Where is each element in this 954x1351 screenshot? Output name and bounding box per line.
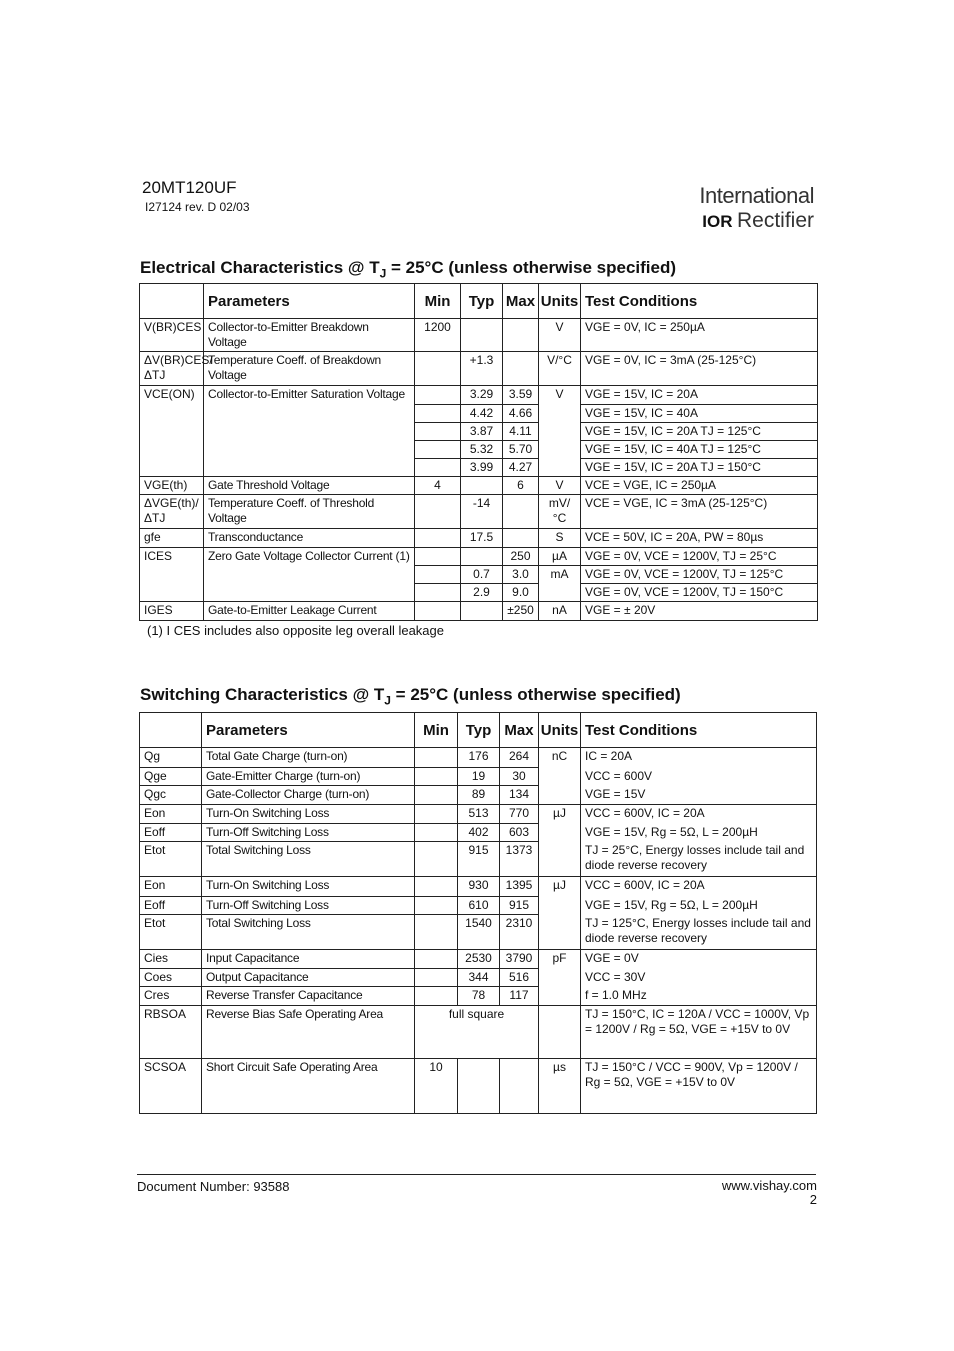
- typ-cell: [458, 1059, 500, 1114]
- parameter-cell: Short Circuit Safe Operating Area: [202, 1059, 415, 1114]
- table-row: [140, 1059, 817, 1114]
- max-cell: [503, 352, 539, 386]
- min-cell: 1200: [415, 319, 461, 352]
- typ-cell: -14: [461, 495, 503, 529]
- min-cell: [415, 748, 458, 768]
- min-cell: [415, 548, 461, 566]
- max-cell: [503, 319, 539, 352]
- col-test-conditions: Test Conditions: [581, 713, 817, 748]
- symbol-cell: [140, 441, 204, 459]
- units-cell: V: [539, 477, 581, 495]
- col-max: Max: [503, 284, 539, 319]
- typ-cell: 78: [458, 987, 500, 1006]
- table-row: [140, 602, 818, 621]
- symbol-cell: Coes: [140, 969, 202, 987]
- conditions-cell: VCE = VGE, IC = 250µA: [581, 477, 818, 495]
- parameter-cell: Total Switching Loss: [202, 842, 415, 877]
- units-cell: [539, 897, 581, 915]
- units-cell: V: [539, 386, 581, 405]
- table-row: [140, 584, 818, 602]
- col-min: Min: [415, 284, 461, 319]
- parameter-cell: Transconductance: [204, 529, 415, 548]
- units-cell: V/°C: [539, 352, 581, 386]
- symbol-cell: RBSOA: [140, 1006, 202, 1059]
- max-cell: 1395: [500, 877, 539, 897]
- conditions-cell: VGE = 15V, Rg = 5Ω, L = 200µH: [581, 824, 817, 842]
- conditions-cell: VCC = 600V, IC = 20A: [581, 805, 817, 824]
- footer-rule: [137, 1174, 816, 1175]
- max-cell: 4.66: [503, 405, 539, 423]
- max-cell: 30: [500, 768, 539, 786]
- electrical-section-title: Electrical Characteristics @ $T_J = 25^\circ C$ (unless otherwise specified): [140, 258, 677, 281]
- max-cell: 4.27: [503, 459, 539, 477]
- units-cell: [539, 969, 581, 987]
- units-cell: [539, 768, 581, 786]
- typ-cell: 513: [458, 805, 500, 824]
- units-cell: µJ: [539, 877, 581, 897]
- max-cell: 250: [503, 548, 539, 566]
- max-cell: 3.59: [503, 386, 539, 405]
- logo-line-2-wrap: [694, 208, 814, 236]
- parameter-cell: Turn-On Switching Loss: [202, 877, 415, 897]
- table-row: [140, 987, 817, 1006]
- international-rectifier-logo: [694, 184, 814, 238]
- symbol-cell: [140, 459, 204, 477]
- parameter-cell: Turn-On Switching Loss: [202, 805, 415, 824]
- symbol-cell: Eon: [140, 877, 202, 897]
- min-cell: [415, 352, 461, 386]
- table-row: [140, 950, 817, 969]
- logo-line-1: International: [699, 183, 814, 208]
- col-test-conditions: Test Conditions: [581, 284, 818, 319]
- min-cell: [415, 987, 458, 1006]
- typ-cell: +1.3: [461, 352, 503, 386]
- parameter-cell: [204, 459, 415, 477]
- conditions-cell: TJ = 150°C, IC = 120A / VCC = 1000V, Vp = 1200V / Rg = 5Ω, VGE = +15V to 0V: [581, 1006, 817, 1059]
- min-cell: [415, 602, 461, 621]
- revision-code: I27124 rev. D 02/03: [145, 200, 250, 214]
- switching-characteristics-table: [139, 712, 817, 1114]
- conditions-cell: VGE = 15V, IC = 20A TJ = 125°C: [581, 423, 818, 441]
- units-cell: [539, 824, 581, 842]
- units-cell: [539, 1006, 581, 1059]
- parameter-cell: Gate-Collector Charge (turn-on): [202, 786, 415, 805]
- typ-cell: 4.42: [461, 405, 503, 423]
- parameter-cell: Total Switching Loss: [202, 915, 415, 950]
- part-number: 20MT120UF: [142, 178, 237, 197]
- col-symbol: [140, 284, 204, 319]
- parameter-cell: Total Gate Charge (turn-on): [202, 748, 415, 768]
- col-min: Min: [415, 713, 458, 748]
- symbol-cell: [140, 566, 204, 584]
- typ-cell: 3.87: [461, 423, 503, 441]
- symbol-cell: [140, 405, 204, 423]
- table-row: [140, 969, 817, 987]
- conditions-cell: VGE = 0V: [581, 950, 817, 969]
- conditions-cell: VGE = 15V, IC = 40A: [581, 405, 818, 423]
- conditions-cell: VGE = 15V, IC = 40A TJ = 125°C: [581, 441, 818, 459]
- col-typ: Typ: [461, 284, 503, 319]
- conditions-cell: VGE = 15V, Rg = 5Ω, L = 200µH: [581, 897, 817, 915]
- typ-cell: 89: [458, 786, 500, 805]
- min-cell: [415, 768, 458, 786]
- units-cell: [539, 423, 581, 441]
- symbol-cell: Qgc: [140, 786, 202, 805]
- typ-cell: 2.9: [461, 584, 503, 602]
- table-row: [140, 386, 818, 405]
- symbol-cell: [140, 423, 204, 441]
- max-cell: 9.0: [503, 584, 539, 602]
- col-parameters: Parameters: [204, 284, 415, 319]
- symbol-cell: ΔVGE(th)/ΔTJ: [140, 495, 204, 529]
- col-units: Units: [539, 713, 581, 748]
- parameter-cell: Gate-to-Emitter Leakage Current: [204, 602, 415, 621]
- units-cell: [539, 584, 581, 602]
- website-link[interactable]: www.vishay.com: [721, 1178, 817, 1193]
- symbol-cell: Eoff: [140, 897, 202, 915]
- table-row: [140, 529, 818, 548]
- conditions-cell: VGE = 15V, IC = 20A TJ = 150°C: [581, 459, 818, 477]
- units-cell: V: [539, 319, 581, 352]
- col-parameters: Parameters: [202, 713, 415, 748]
- typ-cell: 0.7: [461, 566, 503, 584]
- table-row: [140, 805, 817, 824]
- typ-cell: 3.29: [461, 386, 503, 405]
- page-number: 2: [809, 1192, 817, 1207]
- symbol-cell: VGE(th): [140, 477, 204, 495]
- table-row: [140, 824, 817, 842]
- min-cell: [415, 584, 461, 602]
- max-cell: [503, 495, 539, 529]
- max-cell: 117: [500, 987, 539, 1006]
- symbol-cell: gfe: [140, 529, 204, 548]
- units-cell: nA: [539, 602, 581, 621]
- typ-cell: 3.99: [461, 459, 503, 477]
- logo-line-2: Rectifier: [736, 209, 814, 232]
- units-cell: mV/°C: [539, 495, 581, 529]
- max-cell: ±250: [503, 602, 539, 621]
- conditions-cell: VCC = 30V: [581, 969, 817, 987]
- min-cell: [415, 805, 458, 824]
- units-cell: [539, 405, 581, 423]
- typ-cell: 402: [458, 824, 500, 842]
- units-cell: [539, 915, 581, 950]
- conditions-cell: VGE = 0V, IC = 3mA (25-125°C): [581, 352, 818, 386]
- min-cell: [415, 950, 458, 969]
- max-cell: [503, 529, 539, 548]
- symbol-cell: Etot: [140, 915, 202, 950]
- symbol-cell: Qg: [140, 748, 202, 768]
- conditions-cell: VGE = 15V, IC = 20A: [581, 386, 818, 405]
- min-cell: 10: [415, 1059, 458, 1114]
- parameter-cell: [204, 441, 415, 459]
- units-cell: mA: [539, 566, 581, 584]
- max-cell: 915: [500, 897, 539, 915]
- parameter-cell: Zero Gate Voltage Collector Current (1): [204, 548, 415, 566]
- table-row: [140, 1006, 817, 1059]
- col-max: Max: [500, 713, 539, 748]
- symbol-cell: Qge: [140, 768, 202, 786]
- conditions-cell: VGE = 0V, VCE = 1200V, TJ = 150°C: [581, 584, 818, 602]
- parameter-cell: [204, 584, 415, 602]
- max-cell: 5.70: [503, 441, 539, 459]
- table-row: [140, 405, 818, 423]
- units-cell: [539, 842, 581, 877]
- units-cell: pF: [539, 950, 581, 969]
- typ-cell: 176: [458, 748, 500, 768]
- max-cell: 1373: [500, 842, 539, 877]
- min-cell: [415, 786, 458, 805]
- max-cell: 3.0: [503, 566, 539, 584]
- col-typ: Typ: [458, 713, 500, 748]
- parameter-cell: Gate-Emitter Charge (turn-on): [202, 768, 415, 786]
- typ-cell: 930: [458, 877, 500, 897]
- table-row: [140, 748, 817, 768]
- max-cell: [500, 1059, 539, 1114]
- parameter-cell: Temperature Coeff. of Breakdown Voltage: [204, 352, 415, 386]
- min-cell: [415, 915, 458, 950]
- max-cell: 603: [500, 824, 539, 842]
- parameter-cell: Turn-Off Switching Loss: [202, 824, 415, 842]
- parameter-cell: Temperature Coeff. of Threshold Voltage: [204, 495, 415, 529]
- switching-section-title: Switching Characteristics @ $T_J = 25^\circ C$ (unless otherwise specified): [140, 685, 681, 708]
- typ-cell: [461, 319, 503, 352]
- table-row: [140, 768, 817, 786]
- table-row: [140, 352, 818, 386]
- typ-cell: [461, 548, 503, 566]
- symbol-cell: Eoff: [140, 824, 202, 842]
- max-cell: 2310: [500, 915, 539, 950]
- parameter-cell: [204, 405, 415, 423]
- min-cell: [415, 405, 461, 423]
- typ-cell: 915: [458, 842, 500, 877]
- min-cell: [415, 386, 461, 405]
- logo-ior-mark: IOR: [702, 212, 733, 231]
- parameter-cell: Collector-to-Emitter Saturation Voltage: [204, 386, 415, 405]
- units-cell: [539, 459, 581, 477]
- symbol-cell: VCE(ON): [140, 386, 204, 405]
- col-units: Units: [539, 284, 581, 319]
- units-cell: S: [539, 529, 581, 548]
- table-row: [140, 897, 817, 915]
- table-row: [140, 877, 817, 897]
- typ-cell: 19: [458, 768, 500, 786]
- max-cell: 6: [503, 477, 539, 495]
- min-cell: [415, 824, 458, 842]
- symbol-cell: Cies: [140, 950, 202, 969]
- conditions-cell: VGE = 0V, IC = 250µA: [581, 319, 818, 352]
- symbol-cell: ICES: [140, 548, 204, 566]
- conditions-cell: VGE = ± 20V: [581, 602, 818, 621]
- units-cell: [539, 987, 581, 1006]
- parameter-cell: Input Capacitance: [202, 950, 415, 969]
- max-cell: 264: [500, 748, 539, 768]
- parameter-cell: Turn-Off Switching Loss: [202, 897, 415, 915]
- max-cell: 770: [500, 805, 539, 824]
- units-cell: µs: [539, 1059, 581, 1114]
- min-cell: 4: [415, 477, 461, 495]
- conditions-cell: TJ = 125°C, Energy losses include tail and diode reverse recovery: [581, 915, 817, 950]
- parameter-cell: Reverse Bias Safe Operating Area: [202, 1006, 415, 1059]
- conditions-cell: f = 1.0 MHz: [581, 987, 817, 1006]
- typ-cell: [461, 602, 503, 621]
- conditions-cell: VGE = 15V: [581, 786, 817, 805]
- max-cell: 3790: [500, 950, 539, 969]
- parameter-cell: Output Capacitance: [202, 969, 415, 987]
- min-cell: [415, 877, 458, 897]
- table-row: [140, 842, 817, 877]
- units-cell: nC: [539, 748, 581, 768]
- conditions-cell: VCE = VGE, IC = 3mA (25-125°C): [581, 495, 818, 529]
- conditions-cell: VCC = 600V, IC = 20A: [581, 877, 817, 897]
- parameter-cell: [204, 566, 415, 584]
- max-cell: 134: [500, 786, 539, 805]
- footnote: (1) I CES includes also opposite leg overall leakage: [147, 623, 445, 638]
- symbol-cell: SCSOA: [140, 1059, 202, 1114]
- min-cell: [415, 842, 458, 877]
- min-cell: [415, 423, 461, 441]
- parameter-cell: Reverse Transfer Capacitance: [202, 987, 415, 1006]
- units-cell: µA: [539, 548, 581, 566]
- table-row: [140, 441, 818, 459]
- conditions-cell: TJ = 25°C, Energy losses include tail and diode reverse recovery: [581, 842, 817, 877]
- parameter-cell: Gate Threshold Voltage: [204, 477, 415, 495]
- parameter-cell: [204, 423, 415, 441]
- max-cell: 516: [500, 969, 539, 987]
- typ-cell: 17.5: [461, 529, 503, 548]
- symbol-cell: [140, 584, 204, 602]
- conditions-cell: VCC = 600V: [581, 768, 817, 786]
- min-cell: [415, 529, 461, 548]
- max-cell: 4.11: [503, 423, 539, 441]
- conditions-cell: VCE = 50V, IC = 20A, PW = 80µs: [581, 529, 818, 548]
- typ-cell: full square: [415, 1006, 539, 1059]
- typ-cell: 2530: [458, 950, 500, 969]
- document-number: Document Number: 93588: [137, 1179, 290, 1194]
- typ-cell: 610: [458, 897, 500, 915]
- min-cell: [415, 459, 461, 477]
- symbol-cell: ΔV(BR)CES/ΔTJ: [140, 352, 204, 386]
- typ-cell: 1540: [458, 915, 500, 950]
- table-row: [140, 566, 818, 584]
- units-cell: µJ: [539, 805, 581, 824]
- table-row: [140, 319, 818, 352]
- symbol-cell: Cres: [140, 987, 202, 1006]
- typ-cell: [461, 477, 503, 495]
- table-row: [140, 786, 817, 805]
- electrical-characteristics-table: [139, 283, 818, 621]
- table-row: [140, 423, 818, 441]
- symbol-cell: Eon: [140, 805, 202, 824]
- min-cell: [415, 566, 461, 584]
- conditions-cell: TJ = 150°C / VCC = 900V, Vp = 1200V / Rg = 5Ω, VGE = +15V to 0V: [581, 1059, 817, 1114]
- conditions-cell: VGE = 0V, VCE = 1200V, TJ = 125°C: [581, 566, 818, 584]
- min-cell: [415, 495, 461, 529]
- min-cell: [415, 897, 458, 915]
- parameter-cell: Collector-to-Emitter Breakdown Voltage: [204, 319, 415, 352]
- table-row: [140, 459, 818, 477]
- typ-cell: 5.32: [461, 441, 503, 459]
- units-cell: [539, 786, 581, 805]
- table-row: [140, 495, 818, 529]
- units-cell: [539, 441, 581, 459]
- symbol-cell: V(BR)CES: [140, 319, 204, 352]
- min-cell: [415, 969, 458, 987]
- table-row: [140, 477, 818, 495]
- table-row: [140, 915, 817, 950]
- conditions-cell: IC = 20A: [581, 748, 817, 768]
- symbol-cell: IGES: [140, 602, 204, 621]
- table-row: [140, 548, 818, 566]
- min-cell: [415, 441, 461, 459]
- col-symbol: [140, 713, 202, 748]
- typ-cell: 344: [458, 969, 500, 987]
- symbol-cell: Etot: [140, 842, 202, 877]
- conditions-cell: VGE = 0V, VCE = 1200V, TJ = 25°C: [581, 548, 818, 566]
